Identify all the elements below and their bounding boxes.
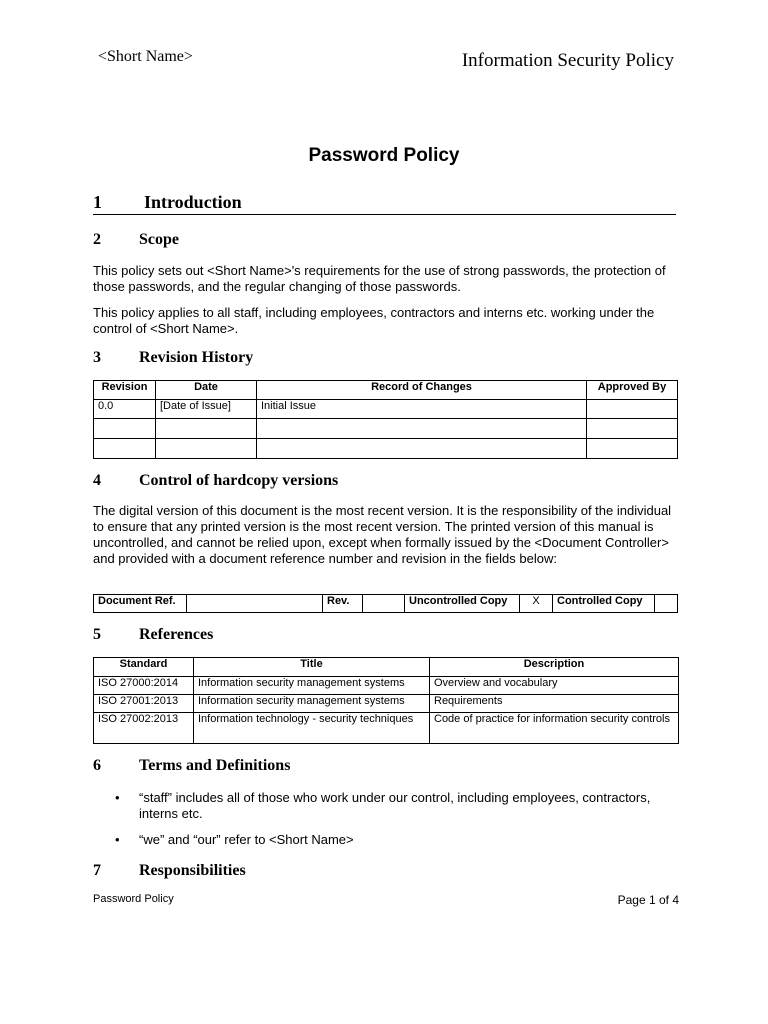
rev-value: [363, 595, 405, 613]
table-header-row: [94, 658, 679, 677]
table-row-empty: [94, 439, 678, 459]
controlled-mark: [655, 595, 678, 613]
header-policy-type: Information Security Policy: [461, 50, 674, 71]
section-4-title: Control of hardcopy versions: [139, 472, 339, 489]
definition-staff: “staff” includes all of those who work under our control, including employees, contractors, interns etc.: [139, 790, 651, 821]
control-paragraph: The digital version of this document is the most recent version. It is the responsibility of the individual to ensure that any printed version is the most recent version. The printed version of this manual is uncontrolled, and cannot be relied upon, except when formally issued by the <Document Controller> and provided with a document reference number and revision in the fields below:: [93, 503, 672, 566]
list-item: [93, 832, 653, 848]
rev-label: Rev.: [323, 595, 363, 613]
table-row: [94, 595, 678, 613]
references-table: [93, 657, 679, 744]
title-cell: Information security management systems: [194, 695, 430, 713]
uncontrolled-mark: X: [520, 595, 553, 613]
section-2-number: 2: [93, 231, 101, 248]
section-1-heading: [93, 192, 676, 215]
section-7-title: Responsibilities: [139, 862, 246, 879]
footer-page-number: Page 1 of 4: [617, 893, 679, 907]
approved-cell: [587, 400, 678, 419]
standard-cell: ISO 27002:2013: [94, 713, 194, 744]
standard-cell: ISO 27000:2014: [94, 677, 194, 695]
scope-paragraph-1: This policy sets out <Short Name>'s requirements for the use of strong passwords, the protection of those passwords, and the regular changing of those passwords.: [93, 263, 666, 294]
section-3-number: 3: [93, 349, 101, 366]
header-short-name: <Short Name>: [98, 48, 193, 65]
section-7-number: 7: [93, 862, 101, 879]
page-title: Password Policy: [308, 145, 460, 166]
description-cell: Overview and vocabulary: [430, 677, 679, 695]
definition-we-our: “we” and “our” refer to <Short Name>: [139, 832, 354, 847]
section-4-number: 4: [93, 472, 101, 489]
approved-header: Approved By: [587, 381, 678, 400]
section-3-title: Revision History: [139, 349, 254, 366]
section-1-number: 1: [93, 192, 102, 212]
date-cell: [Date of Issue]: [156, 400, 257, 419]
table-row: [94, 713, 679, 744]
revision-cell: 0.0: [94, 400, 156, 419]
title-cell: Information technology - security techniques: [194, 713, 430, 744]
section-2-title: Scope: [139, 231, 179, 248]
description-cell: Code of practice for information security controls: [430, 713, 679, 744]
bullet-icon: •: [115, 832, 120, 847]
doc-ref-label: Document Ref.: [94, 595, 187, 613]
title-header: Title: [194, 658, 430, 677]
standard-header: Standard: [94, 658, 194, 677]
section-6-number: 6: [93, 757, 101, 774]
description-cell: Requirements: [430, 695, 679, 713]
description-header: Description: [430, 658, 679, 677]
changes-cell: Initial Issue: [257, 400, 587, 419]
table-header-row: [94, 381, 678, 400]
document-control-table: [93, 594, 678, 613]
revision-history-table: [93, 380, 678, 459]
scope-paragraph-2: This policy applies to all staff, including employees, contractors and interns etc. working under the control of <Short Name>.: [93, 305, 655, 336]
table-row: [94, 695, 679, 713]
section-5-title: References: [139, 626, 214, 643]
section-5-number: 5: [93, 626, 101, 643]
table-row-empty: [94, 419, 678, 439]
revision-header: Revision: [94, 381, 156, 400]
list-item: [93, 790, 653, 822]
uncontrolled-label: Uncontrolled Copy: [405, 595, 520, 613]
date-header: Date: [156, 381, 257, 400]
section-6-title: Terms and Definitions: [139, 757, 291, 774]
controlled-label: Controlled Copy: [553, 595, 655, 613]
title-cell: Information security management systems: [194, 677, 430, 695]
changes-header: Record of Changes: [257, 381, 587, 400]
section-1-title: Introduction: [144, 192, 242, 212]
standard-cell: ISO 27001:2013: [94, 695, 194, 713]
table-row: [94, 677, 679, 695]
footer-document-name: Password Policy: [93, 893, 174, 905]
table-row: [94, 400, 678, 419]
definitions-list: [93, 790, 653, 848]
doc-ref-value: [187, 595, 323, 613]
bullet-icon: •: [115, 790, 120, 805]
